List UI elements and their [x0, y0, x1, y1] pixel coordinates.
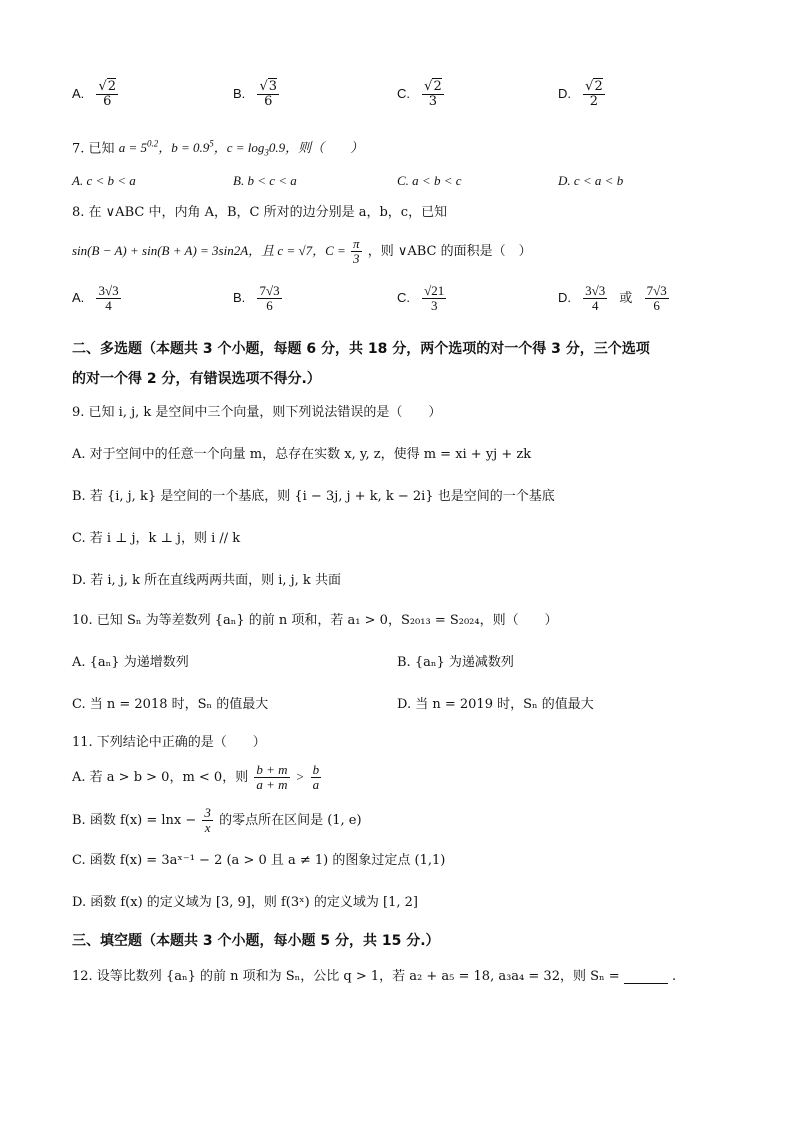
q8-stem-line2: sin(B − A) + sin(B + A) = 3sin2A，且 c = √7，C = $\frac{\pi}{3}$ ，则 ∨ABC 的面积是（ ）	[72, 236, 532, 266]
q10-option-d[interactable]: D. 当 n = 2019 时，Sₙ 的值最大	[397, 697, 594, 712]
q8-option-c[interactable]: C. $\frac{√21}{3}$	[397, 283, 445, 313]
q11-stem: 11. 下列结论中正确的是（ ）	[72, 735, 266, 750]
q6-c-fraction: $\frac{√2}{3}$	[424, 79, 442, 109]
q6-option-b[interactable]: B. $\frac{√3}{6}$	[233, 79, 278, 109]
q12-answer-blank[interactable]	[624, 969, 668, 984]
q11-option-c[interactable]: C. 函数 f(x) = 3aˣ⁻¹ − 2 (a > 0 且 a ≠ 1) 的图象过定点 (1,1)	[72, 853, 446, 868]
q8-option-a[interactable]: A. $\frac{3√3}{4}$	[72, 283, 119, 313]
q6-option-a[interactable]: A. $\frac{√2}{6}$	[72, 79, 117, 109]
q10-option-c[interactable]: C. 当 n = 2018 时，Sₙ 的值最大	[72, 697, 269, 712]
q11-option-d[interactable]: D. 函数 f(x) 的定义域为 [3, 9]，则 f(3ˣ) 的定义域为 [1, 2]	[72, 895, 418, 910]
q7-stem: 7. 已知 $a = 5^{0.2}$，$b = 0.9^5$，$c = \log_30.9$，则（ ）	[72, 139, 364, 158]
section-2-heading-line2: 的对一个得 2 分，有错误选项不得分.）	[72, 371, 321, 387]
q6-b-fraction: $\frac{√3}{6}$	[259, 79, 278, 109]
q6-option-d[interactable]: D. $\frac{√2}{2}$	[558, 79, 603, 109]
section-2-heading-line1: 二、多选题（本题共 3 个小题，每题 6 分，共 18 分，两个选项的对一个得 3 分，三个选项	[72, 341, 650, 357]
q9-option-b[interactable]: B. 若 {i, j, k} 是空间的一个基底，则 {i − 3j, j + k, k − 2i} 也是空间的一个基底	[72, 489, 555, 504]
q11-option-a[interactable]: A. 若 a > b > 0，m < 0，则 $\frac{b + m}{a + m}$ > $\frac{b}{a}$	[72, 762, 320, 792]
q9-stem: 9. 已知 i, j, k 是空间中三个向量，则下列说法错误的是（ ）	[72, 405, 442, 420]
q9-option-c[interactable]: C. 若 i ⊥ j，k ⊥ j，则 i // k	[72, 531, 241, 546]
section-3-heading: 三、填空题（本题共 3 个小题，每小题 5 分，共 15 分.）	[72, 933, 440, 949]
q8-stem-line1: 8. 在 ∨ABC 中，内角 A，B，C 所对的边分别是 a，b，c，已知	[72, 205, 448, 220]
q7-option-a[interactable]: A. c < b < a	[72, 173, 136, 188]
q7-option-d[interactable]: D. c < a < b	[558, 173, 624, 188]
q6-a-fraction: $\frac{√2}{6}$	[98, 79, 117, 109]
q7-option-c[interactable]: C. a < b < c	[397, 173, 462, 188]
q9-option-d[interactable]: D. 若 i, j, k 所在直线两两共面，则 i, j, k 共面	[72, 573, 341, 588]
q10-stem: 10. 已知 Sₙ 为等差数列 {aₙ} 的前 n 项和，若 a₁ > 0，S₂₀₁₃ = S₂₀₂₄，则（ ）	[72, 613, 558, 628]
q10-option-a[interactable]: A. {aₙ} 为递增数列	[72, 655, 189, 670]
q10-option-b[interactable]: B. {aₙ} 为递减数列	[397, 655, 514, 670]
q6-d-fraction: $\frac{√2}{2}$	[585, 79, 603, 109]
q6-option-c[interactable]: C. $\frac{√2}{3}$	[397, 79, 442, 109]
q12-stem: 12. 设等比数列 {aₙ} 的前 n 项和为 Sₙ，公比 q > 1，若 a₂ + a₅ = 18, a₃a₄ = 32，则 Sₙ = .	[72, 969, 677, 984]
q11-option-b[interactable]: B. 函数 f(x) = lnx − $\frac{3}{x}$ 的零点所在区间是 (1, e)	[72, 805, 362, 835]
q8-option-b[interactable]: B. $\frac{7√3}{6}$	[233, 283, 280, 313]
q9-option-a[interactable]: A. 对于空间中的任意一个向量 m，总存在实数 x, y, z，使得 m = xi + yj + zk	[72, 447, 532, 462]
q7-option-b[interactable]: B. b < c < a	[233, 173, 297, 188]
q8-option-d[interactable]: D. $\frac{3√3}{4}$ 或 $\frac{7√3}{6}$	[558, 283, 667, 313]
